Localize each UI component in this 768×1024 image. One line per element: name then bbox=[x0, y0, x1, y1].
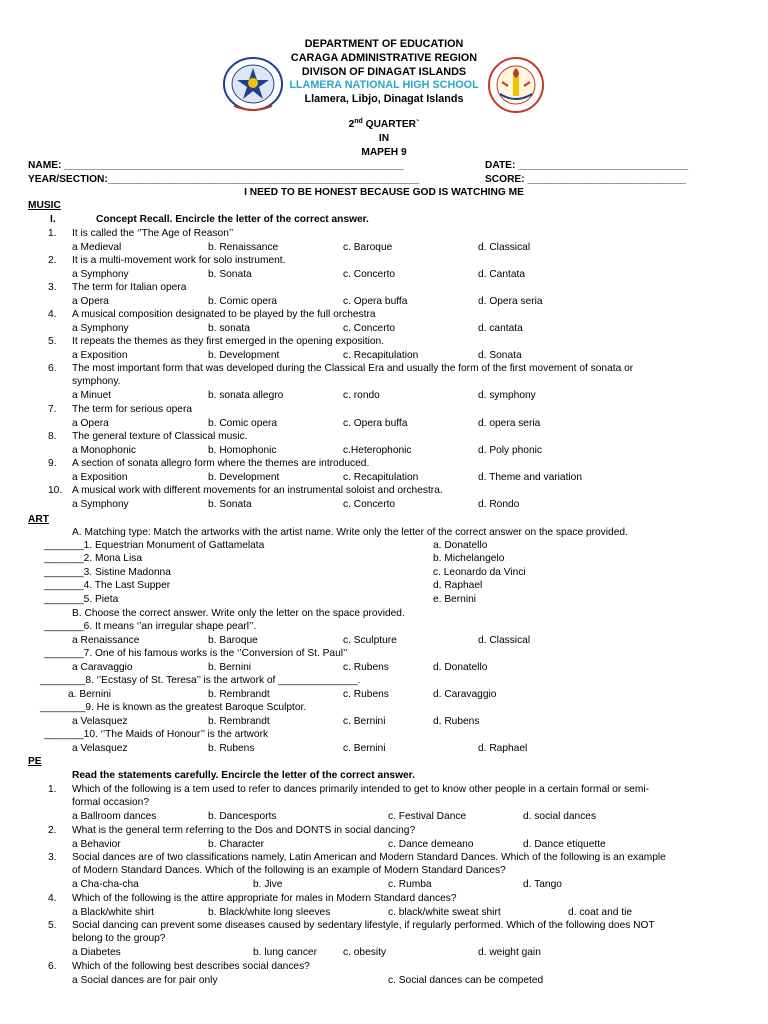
question-number: 9. bbox=[48, 458, 57, 469]
choice-c[interactable]: c. Baroque bbox=[343, 242, 393, 253]
question-text-continued: symphony. bbox=[72, 376, 121, 387]
choice-a[interactable]: a Symphony bbox=[72, 323, 129, 334]
question-text: Which of the following best describes social dances? bbox=[72, 961, 310, 972]
choice-c[interactable]: c. Rubens bbox=[343, 662, 389, 673]
choice-b[interactable]: b. Rembrandt bbox=[208, 689, 270, 700]
choice-d[interactable]: d. Classical bbox=[478, 635, 531, 646]
header-address: Llamera, Libjo, Dinagat Islands bbox=[304, 93, 464, 105]
question-number: 1. bbox=[48, 784, 57, 795]
header-division: DIVISON OF DINAGAT ISLANDS bbox=[301, 66, 467, 78]
question-number: 4. bbox=[48, 893, 57, 904]
question-text-continued: of Modern Standard Dances. Which of the following is an example of Modern Standard Dances? bbox=[72, 865, 506, 876]
question-text: It repeats the themes as they first emerged in the opening exposition. bbox=[72, 336, 385, 347]
question-text: A musical composition designated to be played by the full orchestra bbox=[72, 309, 376, 320]
matching-answer: b. Michelangelo bbox=[433, 553, 505, 564]
music-part-number: I. bbox=[50, 214, 56, 225]
question-text: Social dances are of two classifications namely, Latin American and Modern Standard Dances. Which of the following is an example bbox=[72, 852, 666, 863]
choice-d[interactable]: d. Raphael bbox=[478, 743, 528, 754]
choice-d[interactable]: d. Tango bbox=[523, 879, 562, 890]
choice-c[interactable]: c. Bernini bbox=[343, 716, 386, 727]
choice-c[interactable]: c. Opera buffa bbox=[343, 296, 408, 307]
matching-item[interactable]: _______5. Pieta bbox=[44, 594, 119, 605]
header-region: CARAGA ADMINISTRATIVE REGION bbox=[290, 52, 478, 64]
choice-c[interactable]: c. Festival Dance bbox=[388, 811, 467, 822]
art-part-a-instruction: A. Matching type: Match the artworks with the artist name. Write only the letter of the correct answer on the space provided. bbox=[72, 527, 628, 538]
question-text-continued: belong to the group? bbox=[72, 933, 166, 944]
quarter-suffix: nd bbox=[354, 118, 363, 125]
question-text: What is the general term referring to the Dos and DONTS in social dancing? bbox=[72, 825, 416, 836]
choice-a[interactable]: a Behavior bbox=[72, 839, 121, 850]
matching-item[interactable]: _______4. The Last Supper bbox=[44, 580, 171, 591]
question-number: 5. bbox=[48, 920, 57, 931]
choice-c[interactable]: c. obesity bbox=[343, 947, 387, 958]
subject-title: MAPEH 9 bbox=[361, 147, 407, 158]
choice-d[interactable]: d. Poly phonic bbox=[478, 445, 542, 456]
question-text: It is a multi-movement work for solo instrument. bbox=[72, 255, 286, 266]
choice-c[interactable]: c. Social dances can be competed bbox=[388, 975, 544, 986]
choice-c[interactable]: c.Heterophonic bbox=[343, 445, 412, 456]
art-question[interactable]: ________8. ‘’Ecstasy of St. Teresa’’ is the artwork of ______________. bbox=[40, 675, 361, 686]
matching-answer: e. Bernini bbox=[433, 594, 477, 605]
music-section-title: MUSIC bbox=[28, 200, 61, 211]
question-text: Which of the following is a tem used to refer to dances primarily intended to get to know other people in a certain formal or semi- bbox=[72, 784, 650, 795]
choice-b[interactable]: b. Renaissance bbox=[208, 242, 279, 253]
choice-d[interactable]: d. Dance etiquette bbox=[523, 839, 606, 850]
matching-answer: d. Raphael bbox=[433, 580, 483, 591]
choice-c[interactable]: c. Recapitulation bbox=[343, 350, 419, 361]
question-text-continued: formal occasion? bbox=[72, 797, 150, 808]
choice-d[interactable]: d. Opera seria bbox=[478, 296, 543, 307]
choice-b[interactable]: b. Sonata bbox=[208, 269, 252, 280]
art-section-title: ART bbox=[28, 514, 49, 525]
choice-a[interactable]: a Exposition bbox=[72, 472, 128, 483]
question-number: 2. bbox=[48, 825, 57, 836]
choice-a[interactable]: a Black/white shirt bbox=[72, 907, 155, 918]
choice-d[interactable]: d. Donatello bbox=[433, 662, 488, 673]
choice-b[interactable]: b. sonata bbox=[208, 323, 250, 334]
name-field[interactable]: NAME: ____________________________________________________________ bbox=[28, 160, 405, 171]
choice-a[interactable]: a Cha-cha-cha bbox=[72, 879, 139, 890]
question-text: A section of sonata allegro form where the themes are introduced. bbox=[72, 458, 370, 469]
question-text: Social dancing can prevent some diseases caused by sedentary lifestyle, if regularly performed. Which of the following does NOT bbox=[72, 920, 655, 931]
choice-c[interactable]: c. Dance demeano bbox=[388, 839, 474, 850]
choice-d[interactable]: d. coat and tie bbox=[568, 907, 633, 918]
choice-d[interactable]: d. opera seria bbox=[478, 418, 541, 429]
choice-a[interactable]: a Exposition bbox=[72, 350, 128, 361]
choice-b[interactable]: b. Development bbox=[208, 350, 280, 361]
matching-item[interactable]: _______2. Mona Lisa bbox=[44, 553, 142, 564]
choice-a[interactable]: a Caravaggio bbox=[72, 662, 133, 673]
choice-d[interactable]: d. Caravaggio bbox=[433, 689, 497, 700]
choice-a[interactable]: a Velasquez bbox=[72, 743, 128, 754]
choice-d[interactable]: d. Cantata bbox=[478, 269, 526, 280]
choice-c[interactable]: c. Opera buffa bbox=[343, 418, 408, 429]
art-question[interactable]: _______6. It means ‘’an irregular shape pearl’’. bbox=[44, 621, 257, 632]
choice-c[interactable]: c. Bernini bbox=[343, 743, 386, 754]
choice-a[interactable]: a Diabetes bbox=[72, 947, 121, 958]
date-field[interactable]: DATE: ______________________________ bbox=[485, 160, 689, 171]
choice-b[interactable]: b. sonata allegro bbox=[208, 390, 284, 401]
choice-b[interactable]: b. Sonata bbox=[208, 499, 252, 510]
choice-a[interactable]: a Ballroom dances bbox=[72, 811, 157, 822]
choice-a[interactable]: a Symphony bbox=[72, 269, 129, 280]
question-number: 2. bbox=[48, 255, 57, 266]
choice-b[interactable]: b. lung cancer bbox=[253, 947, 317, 958]
art-part-b-instruction: B. Choose the correct answer. Write only the letter on the space provided. bbox=[72, 608, 405, 619]
choice-c[interactable]: c. black/white sweat shirt bbox=[388, 907, 501, 918]
choice-c[interactable]: c. Rumba bbox=[388, 879, 432, 890]
music-instruction: Concept Recall. Encircle the letter of the correct answer. bbox=[96, 214, 369, 225]
choice-c[interactable]: c. Recapitulation bbox=[343, 472, 419, 483]
question-text: The term for serious opera bbox=[72, 404, 193, 415]
art-question[interactable]: _______10. ‘’The Maids of Honour’’ is the artwork bbox=[44, 729, 269, 740]
choice-d[interactable]: d. symphony bbox=[478, 390, 536, 401]
question-number: 3. bbox=[48, 852, 57, 863]
choice-b[interactable]: b. Comic opera bbox=[208, 296, 278, 307]
year-section-field[interactable]: YEAR/SECTION:_______________________________________________________ bbox=[28, 174, 420, 185]
choice-c[interactable]: c. Sculpture bbox=[343, 635, 397, 646]
choice-b[interactable]: b. Character bbox=[208, 839, 265, 850]
choice-c[interactable]: c. Concerto bbox=[343, 269, 396, 280]
choice-b[interactable]: b. Rubens bbox=[208, 743, 255, 754]
question-number: 10. bbox=[48, 485, 63, 496]
choice-b[interactable]: b. Jive bbox=[253, 879, 283, 890]
pe-instruction: Read the statements carefully. Encircle the letter of the correct answer. bbox=[72, 770, 415, 781]
choice-b[interactable]: b. Homophonic bbox=[208, 445, 277, 456]
choice-b[interactable]: b. Comic opera bbox=[208, 418, 278, 429]
quarter-label: QUARTER` bbox=[362, 119, 420, 130]
choice-a[interactable]: a Opera bbox=[72, 296, 109, 307]
question-number: 1. bbox=[48, 228, 57, 239]
question-text: The general texture of Classical music. bbox=[72, 431, 248, 442]
honesty-motto: I NEED TO BE HONEST BECAUSE GOD IS WATCHING ME bbox=[244, 187, 524, 198]
in-label: IN bbox=[378, 133, 390, 144]
choice-b[interactable]: b. Dancesports bbox=[208, 811, 277, 822]
choice-a[interactable]: a Monophonic bbox=[72, 445, 137, 456]
question-number: 6. bbox=[48, 363, 57, 374]
choice-d[interactable]: d. Classical bbox=[478, 242, 531, 253]
question-number: 5. bbox=[48, 336, 57, 347]
choice-d[interactable]: d. Theme and variation bbox=[478, 472, 583, 483]
choice-a[interactable]: a Minuet bbox=[72, 390, 112, 401]
choice-a[interactable]: a Social dances are for pair only bbox=[72, 975, 218, 986]
choice-d[interactable]: d. weight gain bbox=[478, 947, 541, 958]
matching-item[interactable]: _______1. Equestrian Monument of Gattamelata bbox=[44, 540, 265, 551]
question-text: The term for Italian opera bbox=[72, 282, 187, 293]
choice-a[interactable]: a. Bernini bbox=[68, 689, 112, 700]
choice-b[interactable]: b. Rembrandt bbox=[208, 716, 270, 727]
question-text: It is called the ‘’The Age of Reason’’ bbox=[72, 228, 234, 239]
choice-a[interactable]: a Symphony bbox=[72, 499, 129, 510]
choice-d[interactable]: d. Rubens bbox=[433, 716, 480, 727]
choice-d[interactable]: d. social dances bbox=[523, 811, 597, 822]
choice-a[interactable]: a Renaissance bbox=[72, 635, 140, 646]
choice-a[interactable]: a Velasquez bbox=[72, 716, 128, 727]
choice-a[interactable]: a Medieval bbox=[72, 242, 122, 253]
pe-section-title: PE bbox=[28, 756, 42, 767]
choice-d[interactable]: d. Sonata bbox=[478, 350, 522, 361]
quarter-title bbox=[0, 119, 768, 131]
question-text: The most important form that was developed during the Classical Era and usually the form of the first movement of sonata or bbox=[72, 363, 634, 374]
question-number: 7. bbox=[48, 404, 57, 415]
question-text: Which of the following is the attire appropriate for males in Modern Standard dances? bbox=[72, 893, 457, 904]
choice-d[interactable]: d. cantata bbox=[478, 323, 523, 334]
quarter-number: 2 bbox=[348, 119, 355, 130]
header-dept: DEPARTMENT OF EDUCATION bbox=[304, 38, 464, 50]
header-school-name: LLAMERA NATIONAL HIGH SCHOOL bbox=[289, 79, 479, 91]
choice-a[interactable]: a Opera bbox=[72, 418, 109, 429]
question-number: 6. bbox=[48, 961, 57, 972]
choice-d[interactable]: d. Rondo bbox=[478, 499, 520, 510]
choice-b[interactable]: b. Bernini bbox=[208, 662, 252, 673]
choice-c[interactable]: c. Concerto bbox=[343, 323, 396, 334]
question-number: 8. bbox=[48, 431, 57, 442]
question-text: A musical work with different movements for an instrumental soloist and orchestra. bbox=[72, 485, 443, 496]
choice-c[interactable]: c. Concerto bbox=[343, 499, 396, 510]
question-number: 4. bbox=[48, 309, 57, 320]
choice-b[interactable]: b. Black/white long sleeves bbox=[208, 907, 331, 918]
choice-c[interactable]: c. Rubens bbox=[343, 689, 389, 700]
question-number: 3. bbox=[48, 282, 57, 293]
matching-item[interactable]: _______3. Sistine Madonna bbox=[44, 567, 171, 578]
matching-answer: c. Leonardo da Vinci bbox=[433, 567, 526, 578]
art-question[interactable]: _______7. One of his famous works is the ‘’Conversion of St. Paul’’ bbox=[44, 648, 348, 659]
choice-b[interactable]: b. Development bbox=[208, 472, 280, 483]
score-field[interactable]: SCORE: ____________________________ bbox=[485, 174, 687, 185]
choice-b[interactable]: b. Baroque bbox=[208, 635, 258, 646]
matching-answer: a. Donatello bbox=[433, 540, 488, 551]
choice-c[interactable]: c. rondo bbox=[343, 390, 380, 401]
art-question[interactable]: ________9. He is known as the greatest Baroque Sculptor. bbox=[40, 702, 307, 713]
